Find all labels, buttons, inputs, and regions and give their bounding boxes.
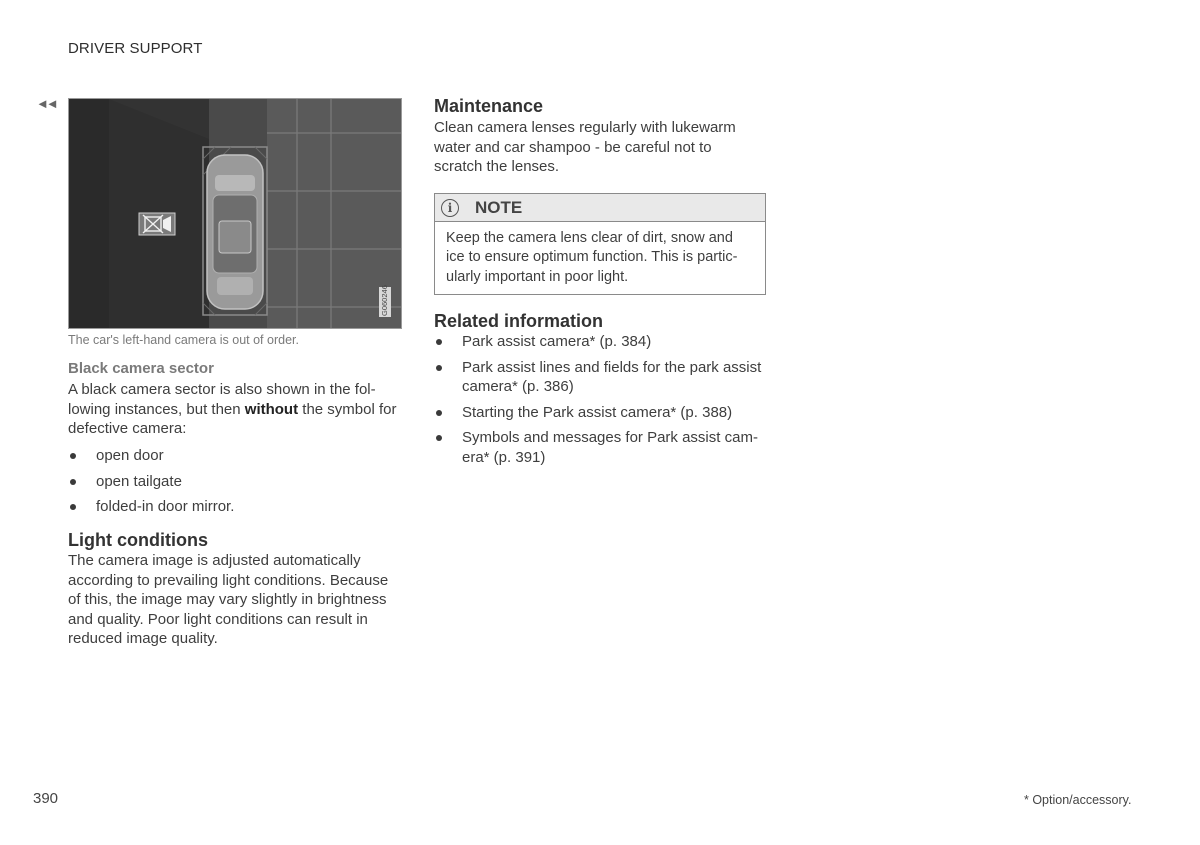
- bullet-icon: [70, 504, 76, 510]
- footnote: * Option/accessory.: [1024, 793, 1132, 807]
- related-link[interactable]: Symbols and messages for Park assist cam-era* (p. 391): [434, 428, 770, 467]
- light-conditions-heading: Light conditions: [68, 530, 208, 550]
- maintenance-heading: Maintenance: [434, 96, 544, 116]
- list-item: folded-in door mirror.: [68, 497, 404, 517]
- page-number: 390: [33, 790, 59, 807]
- black-sector-list: [68, 446, 404, 523]
- related-info-heading: Related information: [434, 311, 604, 331]
- related-info-list: [434, 332, 770, 474]
- bullet-icon: [70, 479, 76, 485]
- info-icon: i: [441, 199, 459, 217]
- camera-out-of-order-icon: [139, 213, 175, 235]
- related-link[interactable]: Starting the Park assist camera* (p. 388): [434, 403, 770, 423]
- related-link[interactable]: Park assist camera* (p. 384): [434, 332, 770, 352]
- list-item: open door: [68, 446, 404, 466]
- note-box: [434, 193, 766, 295]
- bullet-icon: [436, 339, 442, 345]
- figure-code: G060246: [380, 285, 389, 316]
- note-text: Keep the camera lens clear of dirt, snow and ice to ensure optimum function. This is partic-ularly important in poor light.: [446, 230, 738, 285]
- black-sector-text: A black camera sector is also shown in the fol-lowing instances, but then without the symbol for defective camera:: [68, 381, 397, 438]
- related-link[interactable]: Park assist lines and fields for the park assist camera* (p. 386): [434, 358, 770, 397]
- figure-caption: The car's left-hand camera is out of order.: [68, 333, 299, 347]
- light-conditions-text: The camera image is adjusted automatically according to prevailing light conditions. Because of this, the image may vary slightly in brightness and quality. Poor light conditions can result in reduced image quality.: [68, 552, 389, 648]
- emphasis-without: without: [244, 400, 299, 418]
- note-header: [435, 194, 765, 222]
- bullet-icon: [436, 365, 442, 371]
- note-title: NOTE: [475, 197, 523, 217]
- bullet-icon: [70, 453, 76, 459]
- camera-view-figure: [68, 98, 402, 329]
- bullet-icon: [436, 435, 442, 441]
- section-title: DRIVER SUPPORT: [68, 40, 203, 57]
- black-sector-heading: Black camera sector: [68, 360, 214, 377]
- back-arrow-icon[interactable]: ◄◄: [36, 96, 56, 111]
- maintenance-text: Clean camera lenses regularly with lukewarm water and car shampoo - be careful not to scratch the lenses.: [434, 119, 736, 176]
- list-item: open tailgate: [68, 472, 404, 492]
- figure-code-label: [379, 287, 391, 317]
- bullet-icon: [436, 410, 442, 416]
